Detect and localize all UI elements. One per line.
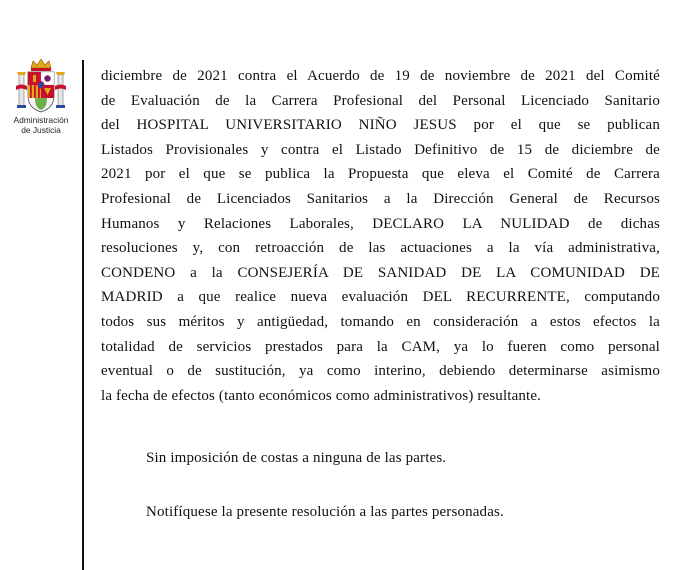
ruling-text (101, 64, 660, 408)
text-line: la fecha de efectos (tanto económicos como administrativos) resultante. (101, 387, 542, 404)
ruling-paragraph (101, 64, 660, 408)
text-line: Listados Provisionales y contra el Listado Definitivo de 15 de diciembre de (101, 141, 660, 158)
text-line: Humanos y Relaciones Laborales, DECLARO LA NULIDAD de dichas (101, 215, 660, 232)
text-line: eventual o de sustitución, ya como interino, debiendo determinarse asimismo (101, 363, 660, 380)
costas-paragraph: Sin imposición de costas a ninguna de las partes. (146, 450, 447, 466)
text-line: diciembre de 2021 contra el Acuerdo de 19 de noviembre de 2021 del Comité (101, 68, 660, 84)
text-line: Profesional de Licenciados Sanitarios a la Dirección General de Recursos (101, 190, 660, 207)
org-name-line-2: de Justicia (21, 125, 61, 135)
notificacion-paragraph: Notifíquese la presente resolución a las partes personadas. (146, 504, 504, 520)
text-line: de Evaluación de la Carrera Profesional del Personal Licenciado Sanitario (101, 92, 660, 109)
text-line: totalidad de servicios prestados para la CAM, ya lo fueren como personal (101, 338, 660, 355)
margin-divider (82, 60, 84, 570)
administracion-de-justicia-logo (8, 56, 74, 135)
text-line: resoluciones y, con retroacción de las actuaciones a la vía administrativa, (101, 240, 660, 257)
text-line: CONDENO a la CONSEJERÍA DE SANIDAD DE LA COMUNIDAD DE (101, 264, 660, 281)
text-line: del HOSPITAL UNIVERSITARIO NIÑO JESUS por el que se publican (101, 117, 660, 134)
text-line: MADRID a que realice nueva evaluación DEL RECURRENTE, computando (101, 289, 660, 306)
coat-of-arms-icon (15, 56, 67, 114)
org-name-line-1: Administración (13, 115, 69, 125)
text-line: 2021 por el que se publica la Propuesta que eleva el Comité de Carrera (101, 166, 660, 183)
text-line: todos sus méritos y antigüedad, tomando en consideración a estos efectos la (101, 313, 660, 330)
